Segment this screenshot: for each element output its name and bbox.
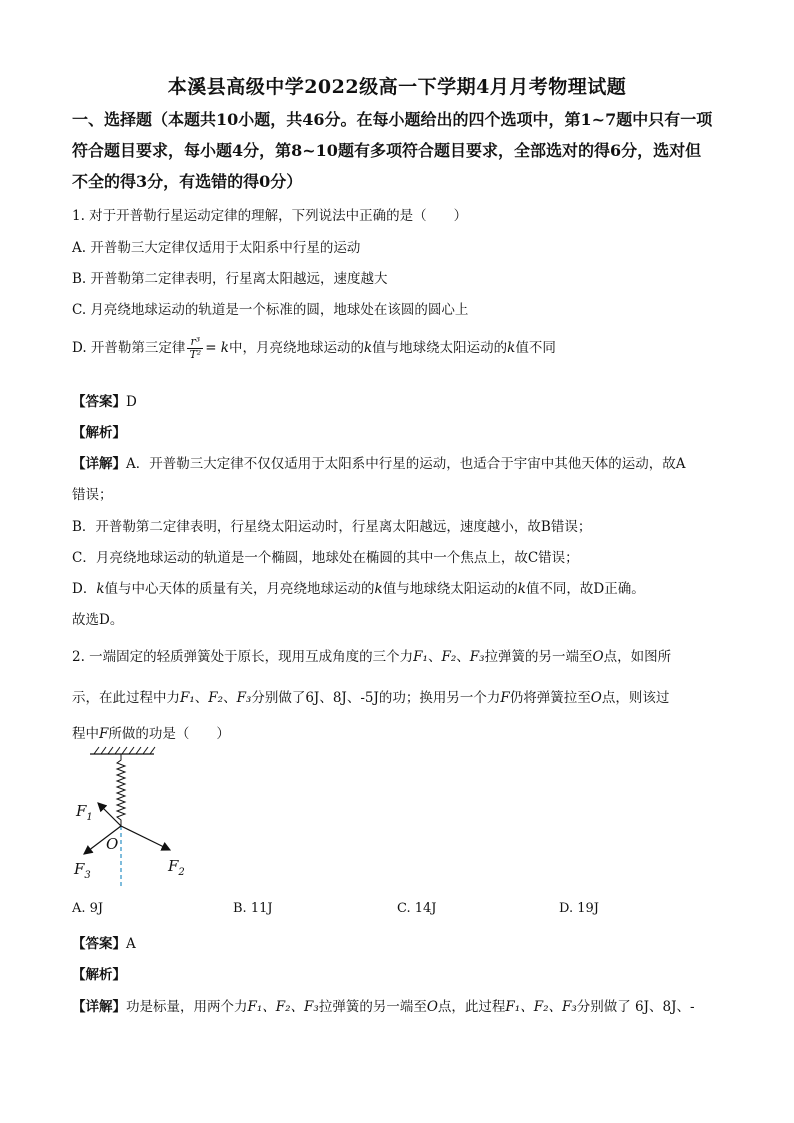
separator: 、 [194, 690, 209, 706]
q1-option-d-suffix: 值不同 [515, 340, 556, 356]
ceiling-hatch [94, 747, 155, 754]
separator: 、 [427, 649, 442, 665]
stem-text: 仍将弹簧拉至 [509, 690, 591, 706]
q2-option-b: B. 11J [233, 901, 273, 916]
q2-detail-1 [72, 995, 736, 1015]
k-symbol: k [96, 581, 105, 597]
detail-tag: 【详解】 [72, 456, 126, 472]
detail-text: 点，此过程 [437, 999, 506, 1015]
label-o: O [106, 835, 119, 853]
detail-text: A．开普勒三大定律不仅仅适用于太阳系中行星的运动，也适合于宇宙中其他天体的运动，故A [126, 456, 686, 472]
force-symbol: F₂ [208, 690, 224, 706]
force-f2-arrow [121, 826, 170, 850]
q2-option-c: C. 14J [397, 901, 437, 916]
q2-analysis-tag: 【解析】 [72, 967, 126, 983]
q2-stem-line-3 [72, 722, 736, 742]
detail-text: 分别做了 6J、8J、- [576, 999, 695, 1015]
q1-option-d-middle: 中，月亮绕地球运动的 [228, 340, 364, 356]
k-symbol: k [507, 340, 516, 356]
k-symbol: k [374, 581, 383, 597]
q2-stem-line-2 [72, 686, 736, 706]
q1-option-b: B. 开普勒第二定律表明，行星离太阳越远，速度越大 [72, 271, 388, 287]
spring-force-diagram [70, 746, 210, 891]
force-symbol: F₁ [180, 690, 195, 706]
fraction-numerator: r³ [187, 336, 203, 349]
q1-stem: 1. 对于开普勒行星运动定律的理解，下列说法中正确的是（ ） [72, 208, 468, 224]
q1-analysis-tag: 【解析】 [72, 425, 126, 441]
q2-answer [72, 932, 736, 952]
force-symbols: F₁、F₂、F₃ [505, 999, 577, 1015]
kepler-fraction [187, 336, 203, 361]
stem-text: 程中 [72, 726, 99, 742]
section-heading-line-1: 一、选择题（本题共10小题，共46分。在每小题给出的四个选项中，第1~7题中只有一项 [72, 110, 713, 129]
q1-detail-2: B．开普勒第二定律表明，行星绕太阳运动时，行星离太阳越远，速度越小，故B错误； [72, 519, 592, 535]
q1-detail-1 [72, 452, 736, 472]
force-f1-arrow [98, 803, 121, 826]
detail-text: 值与中心天体的质量有关，月亮绕地球运动的 [104, 581, 375, 597]
spring-coil [117, 754, 125, 826]
q1-option-d-middle-2: 值与地球绕太阳运动的 [372, 340, 508, 356]
k-symbol: k [517, 581, 526, 597]
stem-text: 分别做了6J、8J、-5J的功；换用另一个力 [251, 690, 501, 706]
detail-text: 拉弹簧的另一端至 [318, 999, 427, 1015]
q1-option-d-prefix: D. 开普勒第三定律 [72, 340, 186, 356]
q1-answer [72, 390, 736, 410]
q1-conclusion: 故选D。 [72, 612, 124, 628]
equals-k: = k [205, 340, 229, 356]
separator: 、 [223, 690, 237, 706]
force-symbol: F₁ [413, 649, 428, 665]
label-f2: $F_2$ [168, 857, 185, 878]
detail-text: 功是标量，用两个力 [126, 999, 248, 1015]
k-symbol: k [363, 340, 373, 356]
q1-option-d [72, 336, 736, 361]
answer-value: D [126, 394, 137, 410]
force-symbol: F [500, 690, 510, 706]
force-symbol: F₃ [469, 649, 485, 665]
detail-tag: 【详解】 [72, 999, 126, 1015]
detail-text: 值不同，故D正确。 [525, 581, 645, 597]
point-symbol: O [592, 649, 604, 665]
label-f1: $F_1$ [76, 802, 93, 823]
q2-option-a: A. 9J [72, 901, 104, 916]
q2-stem-line-1 [72, 645, 736, 665]
q1-detail-3: C．月亮绕地球运动的轨道是一个椭圆，地球处在椭圆的其中一个焦点上，故C错误； [72, 550, 579, 566]
stem-text: 示，在此过程中力 [72, 690, 180, 706]
stem-text: 2. 一端固定的轻质弹簧处于原长，现用互成角度的三个力 [72, 649, 414, 665]
answer-tag: 【答案】 [72, 394, 126, 410]
separator: 、 [456, 649, 470, 665]
section-heading-line-2: 符合题目要求，每小题4分，第8~10题有多项符合题目要求，全部选对的得6分，选对但 [72, 141, 702, 160]
fraction-denominator: T² [189, 348, 202, 361]
q1-option-c: C. 月亮绕地球运动的轨道是一个标准的圆，地球处在该圆的圆心上 [72, 302, 469, 318]
answer-value: A [126, 936, 136, 952]
q1-option-a: A. 开普勒三大定律仅适用于太阳系中行星的运动 [72, 240, 361, 256]
force-symbols: F₁、F₂、F₃ [247, 999, 319, 1015]
answer-tag: 【答案】 [72, 936, 126, 952]
point-symbol: O [426, 999, 438, 1015]
page-title: 本溪县高级中学2022级高一下学期4月月考物理试题 [167, 76, 627, 98]
q1-detail-4 [72, 577, 736, 597]
force-symbol: F₂ [441, 649, 457, 665]
detail-text: 值与地球绕太阳运动的 [382, 581, 518, 597]
stem-text: 拉弹簧的另一端至 [484, 649, 593, 665]
stem-text: 点，则该过 [601, 690, 670, 706]
force-symbol: F [99, 726, 109, 742]
section-heading-line-3: 不全的得3分，有选错的得0分） [72, 172, 303, 191]
q1-detail-1b: 错误； [72, 487, 113, 503]
point-symbol: O [590, 690, 602, 706]
label-f3: $F_3$ [74, 860, 91, 881]
stem-text: 所做的功是（ ） [108, 726, 230, 742]
force-symbol: F₃ [236, 690, 252, 706]
q2-option-d: D. 19J [559, 901, 599, 916]
detail-text: D． [72, 581, 97, 597]
stem-text: 点，如图所 [603, 649, 672, 665]
